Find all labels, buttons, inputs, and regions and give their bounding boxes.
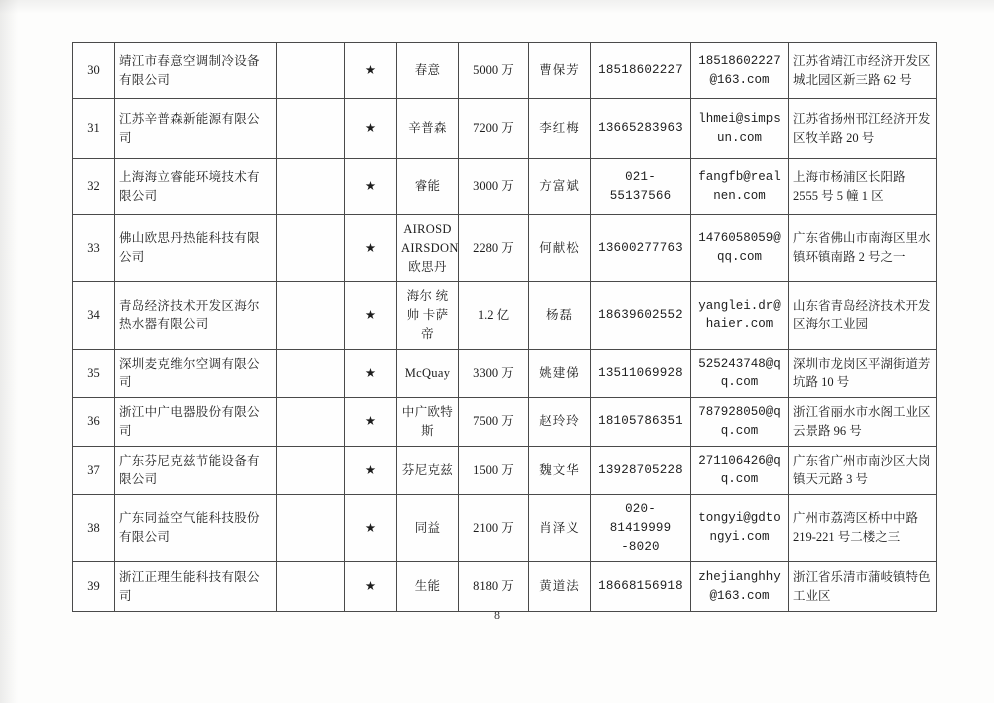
company-address: 上海市杨浦区长阳路 2555 号 5 幢 1 区 [789, 159, 937, 215]
contact-person: 赵玲玲 [529, 398, 591, 447]
table-row [73, 446, 937, 495]
brand-name: McQuay [397, 349, 459, 398]
star-mark: ★ [345, 446, 397, 495]
row-index: 38 [73, 495, 115, 562]
contact-phone: 13511069928 [591, 349, 691, 398]
company-address: 深圳市龙岗区平湖街道芳坑路 10 号 [789, 349, 937, 398]
brand-name: 同益 [397, 495, 459, 562]
company-name: 广东芬尼克兹节能设备有限公司 [115, 446, 277, 495]
star-mark: ★ [345, 215, 397, 282]
star-mark: ★ [345, 43, 397, 99]
company-address: 浙江省乐清市蒲岐镇特色工业区 [789, 562, 937, 612]
contact-email: 18518602227@163.com [691, 43, 789, 99]
contact-email: zhejianghhy@163.com [691, 562, 789, 612]
registered-capital: 1.2 亿 [459, 282, 529, 349]
brand-name: 生能 [397, 562, 459, 612]
blank-cell [277, 349, 345, 398]
row-index: 34 [73, 282, 115, 349]
blank-cell [277, 495, 345, 562]
contact-person: 何献松 [529, 215, 591, 282]
table-body [73, 43, 937, 612]
scan-edge-shadow-top [0, 0, 994, 14]
contact-phone: 18668156918 [591, 562, 691, 612]
contact-phone: 18105786351 [591, 398, 691, 447]
contact-phone: 13600277763 [591, 215, 691, 282]
company-name: 上海海立睿能环境技术有限公司 [115, 159, 277, 215]
table-row [73, 99, 937, 159]
contact-phone: 18639602552 [591, 282, 691, 349]
contact-phone: 020-81419999 -8020 [591, 495, 691, 562]
blank-cell [277, 43, 345, 99]
table-row [73, 495, 937, 562]
contact-email: 271106426@qq.com [691, 446, 789, 495]
brand-name: 睿能 [397, 159, 459, 215]
blank-cell [277, 398, 345, 447]
blank-cell [277, 215, 345, 282]
page-number: 8 [494, 608, 500, 622]
company-name: 深圳麦克维尔空调有限公司 [115, 349, 277, 398]
blank-cell [277, 99, 345, 159]
company-address: 广州市荔湾区桥中中路 219-221 号二楼之三 [789, 495, 937, 562]
table-row [73, 349, 937, 398]
contact-email: fangfb@realnen.com [691, 159, 789, 215]
star-mark: ★ [345, 495, 397, 562]
blank-cell [277, 159, 345, 215]
company-name: 浙江正理生能科技有限公司 [115, 562, 277, 612]
row-index: 39 [73, 562, 115, 612]
company-name: 青岛经济技术开发区海尔热水器有限公司 [115, 282, 277, 349]
contact-email: 1476058059@qq.com [691, 215, 789, 282]
registered-capital: 7200 万 [459, 99, 529, 159]
brand-name: AIROSD AIRSDON 欧思丹 [397, 215, 459, 282]
row-index: 35 [73, 349, 115, 398]
brand-name: 海尔 统帅 卡萨帝 [397, 282, 459, 349]
row-index: 32 [73, 159, 115, 215]
brand-name: 辛普森 [397, 99, 459, 159]
registered-capital: 1500 万 [459, 446, 529, 495]
contact-phone: 18518602227 [591, 43, 691, 99]
star-mark: ★ [345, 562, 397, 612]
contact-email: tongyi@gdtongyi.com [691, 495, 789, 562]
table-row [73, 562, 937, 612]
table-row [73, 159, 937, 215]
contact-person: 杨磊 [529, 282, 591, 349]
star-mark: ★ [345, 99, 397, 159]
contact-email: 525243748@qq.com [691, 349, 789, 398]
company-address: 江苏省扬州邗江经济开发区牧羊路 20 号 [789, 99, 937, 159]
contact-phone: 13665283963 [591, 99, 691, 159]
table-row [73, 282, 937, 349]
company-address: 广东省佛山市南海区里水镇环镇南路 2 号之一 [789, 215, 937, 282]
registered-capital: 7500 万 [459, 398, 529, 447]
star-mark: ★ [345, 349, 397, 398]
contact-email: lhmei@simpsun.com [691, 99, 789, 159]
row-index: 36 [73, 398, 115, 447]
row-index: 30 [73, 43, 115, 99]
row-index: 31 [73, 99, 115, 159]
star-mark: ★ [345, 282, 397, 349]
contact-person: 魏文华 [529, 446, 591, 495]
contact-person: 肖泽义 [529, 495, 591, 562]
row-index: 33 [73, 215, 115, 282]
blank-cell [277, 282, 345, 349]
blank-cell [277, 446, 345, 495]
registered-capital: 2100 万 [459, 495, 529, 562]
company-address: 浙江省丽水市水阁工业区云景路 96 号 [789, 398, 937, 447]
row-index: 37 [73, 446, 115, 495]
table-row [73, 398, 937, 447]
company-name: 佛山欧思丹热能科技有限公司 [115, 215, 277, 282]
blank-cell [277, 562, 345, 612]
contact-person: 黄道法 [529, 562, 591, 612]
table-row [73, 215, 937, 282]
brand-name: 芬尼克兹 [397, 446, 459, 495]
contact-phone: 021-55137566 [591, 159, 691, 215]
brand-name: 春意 [397, 43, 459, 99]
company-listing-table [72, 42, 937, 612]
company-name: 靖江市春意空调制冷设备有限公司 [115, 43, 277, 99]
contact-person: 李红梅 [529, 99, 591, 159]
scan-edge-shadow-left [0, 0, 18, 703]
contact-email: 787928050@qq.com [691, 398, 789, 447]
registered-capital: 8180 万 [459, 562, 529, 612]
contact-email: yanglei.dr@haier.com [691, 282, 789, 349]
company-name: 浙江中广电器股份有限公司 [115, 398, 277, 447]
company-address: 山东省青岛经济技术开发区海尔工业园 [789, 282, 937, 349]
company-address: 江苏省靖江市经济开发区城北园区新三路 62 号 [789, 43, 937, 99]
registered-capital: 3000 万 [459, 159, 529, 215]
company-name: 广东同益空气能科技股份有限公司 [115, 495, 277, 562]
star-mark: ★ [345, 159, 397, 215]
contact-person: 方富斌 [529, 159, 591, 215]
star-mark: ★ [345, 398, 397, 447]
table-container [72, 42, 936, 612]
company-address: 广东省广州市南沙区大岗镇天元路 3 号 [789, 446, 937, 495]
contact-person: 姚建俤 [529, 349, 591, 398]
registered-capital: 5000 万 [459, 43, 529, 99]
contact-person: 曹保芳 [529, 43, 591, 99]
table-row [73, 43, 937, 99]
registered-capital: 3300 万 [459, 349, 529, 398]
registered-capital: 2280 万 [459, 215, 529, 282]
brand-name: 中广欧特斯 [397, 398, 459, 447]
company-name: 江苏辛普森新能源有限公司 [115, 99, 277, 159]
contact-phone: 13928705228 [591, 446, 691, 495]
